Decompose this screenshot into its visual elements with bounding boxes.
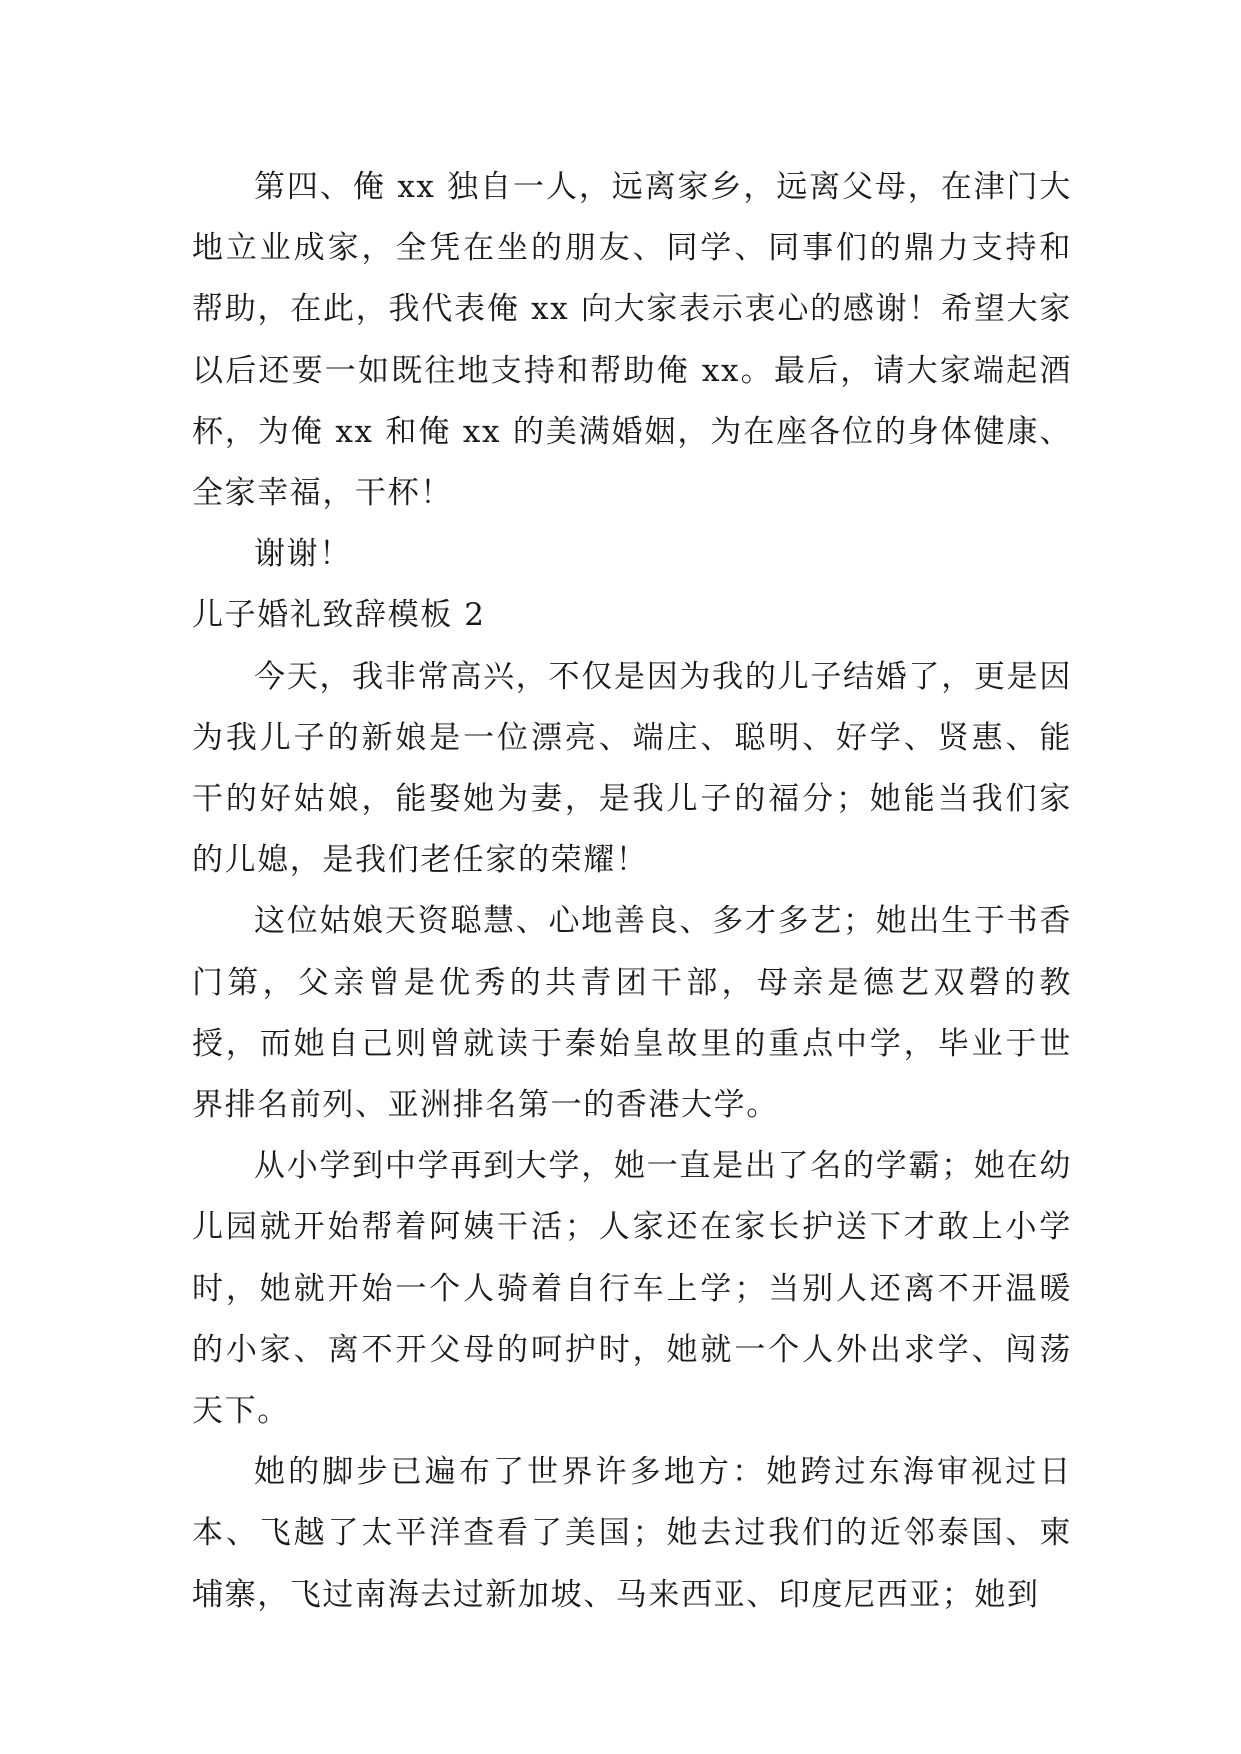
paragraph-intro: 今天，我非常高兴，不仅是因为我的儿子结婚了，更是因为我儿子的新娘是一位漂亮、端庄、聪明、好学、贤惠、能干的好姑娘，能娶她为妻，是我儿子的福分；她能当我们家的儿媳，是我们老任家的荣耀！ [192, 658, 1072, 879]
paragraph-thanks: 谢谢！ [254, 536, 352, 573]
paragraph-toast: 第四、俺 xx 独自一人，远离家乡，远离父母，在津门大地立业成家，全凭在坐的朋友、同学、同事们的鼎力支持和帮助，在此，我代表俺 xx 向大家表示衷心的感谢！希望大家以后还要一如既往地支持和帮助俺 xx。最后，请大家端起酒杯，为俺 xx 和俺 xx 的美满婚姻，为在座各位的身体健康、全家幸福，干杯！ [192, 169, 1072, 512]
document-body [192, 157, 1072, 1626]
paragraph-bride-schooling: 从小学到中学再到大学，她一直是出了名的学霸；她在幼儿园就开始帮着阿姨干活；人家还在家长护送下才敢上小学时，她就开始一个人骑着自行车上学；当别人还离不开温暖的小家、离不开父母的呵护时，她就一个人外出求学、闯荡天下。 [192, 1148, 1072, 1430]
paragraph-bride-travels: 她的脚步已遍布了世界许多地方：她跨过东海审视过日本、飞越了太平洋查看了美国；她去过我们的近邻泰国、柬埔寨，飞过南海去过新加坡、马来西亚、印度尼西亚；她到 [192, 1454, 1072, 1613]
section-heading: 儿子婚礼致辞模板 2 [192, 597, 486, 634]
paragraph-bride-background: 这位姑娘天资聪慧、心地善良、多才多艺；她出生于书香门第，父亲曾是优秀的共青团干部，母亲是德艺双磬的教授，而她自己则曾就读于秦始皇故里的重点中学，毕业于世界排名前列、亚洲排名第一的香港大学。 [192, 903, 1072, 1124]
